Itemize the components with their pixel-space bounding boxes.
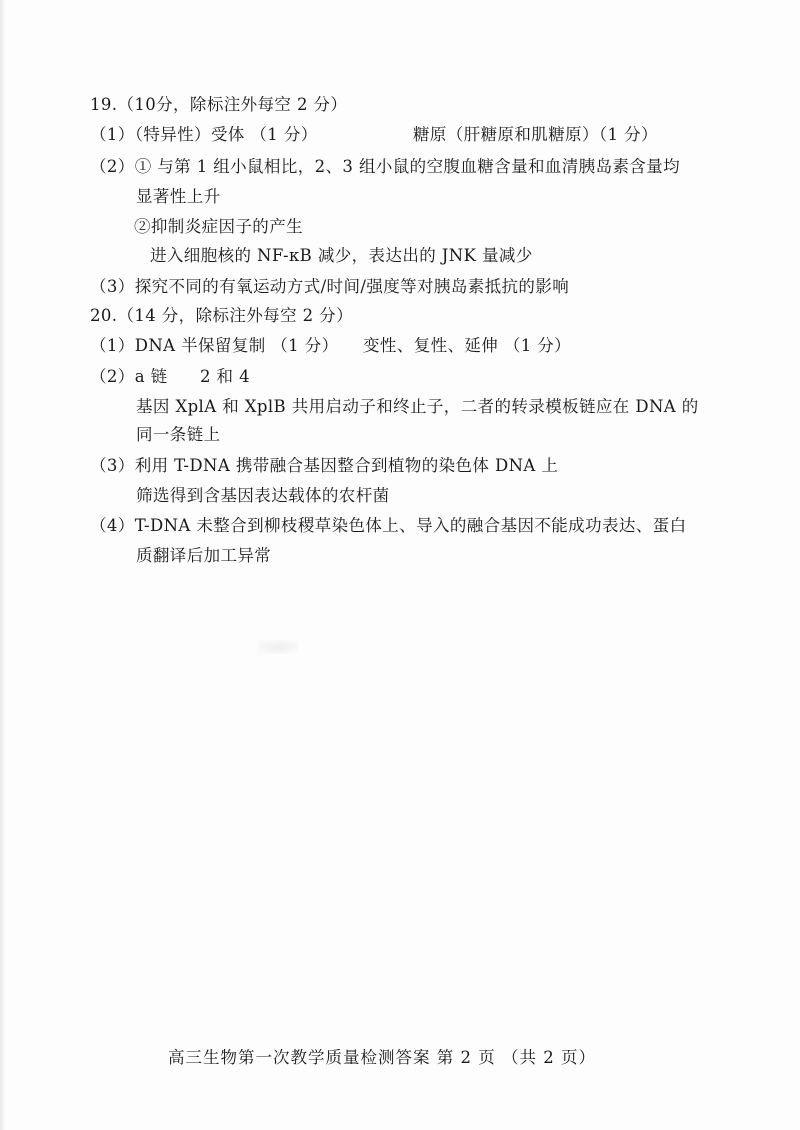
q19-part2-line3: ②抑制炎症因子的产生 [134,217,303,236]
q19-part3: （3）探究不同的有氧运动方式/时间/强度等对胰岛素抵抗的影响 [90,277,570,296]
page-footer: 高三生物第一次教学质量检测答案 第 2 页 （共 2 页） [168,1048,596,1067]
scan-smudge [258,640,298,654]
scan-edge-shadow [0,0,6,1130]
q19-part2-line4: 进入细胞核的 NF-κB 减少，表达出的 JNK 量减少 [150,246,533,265]
q19-part2-line1: （2）① 与第 1 组小鼠相比，2、3 组小鼠的空腹血糖含量和血清胰岛素含量均 [90,157,681,176]
q20-part4-line2: 质翻译后加工异常 [136,546,272,565]
q19-part1-answer-a: （1）（特异性）受体 （1 分） [90,125,318,144]
q20-part3-line1: （3）利用 T-DNA 携带融合基因整合到植物的染色体 DNA 上 [90,456,559,475]
q20-part2-line3: 同一条链上 [136,425,221,444]
q20-part4-line1: （4）T-DNA 未整合到柳枝稷草染色体上、导入的融合基因不能成功表达、蛋白 [90,516,687,535]
q20-header: 20.（14 分，除标注外每空 2 分） [90,306,353,325]
q20-part1-answer-b: 变性、复性、延伸 （1 分） [363,336,572,355]
q20-part2-answer-b: 2 和 4 [200,367,250,386]
q20-part2-line2: 基因 XplA 和 XplB 共用启动子和终止子，二者的转录模板链应在 DNA 的 [136,397,699,416]
q20-part3-line2: 筛选得到含基因表达载体的农杆菌 [136,486,390,505]
q19-part2-line2: 显著性上升 [136,187,221,206]
q20-part1-answer-a: （1）DNA 半保留复制 （1 分） [90,336,339,355]
q19-part1-answer-b: 糖原（肝糖原和肌糖原）（1 分） [413,125,658,144]
q20-part2-answer-a: （2）a 链 [90,367,168,386]
q19-header: 19.（10分，除标注外每空 2 分） [90,95,348,114]
